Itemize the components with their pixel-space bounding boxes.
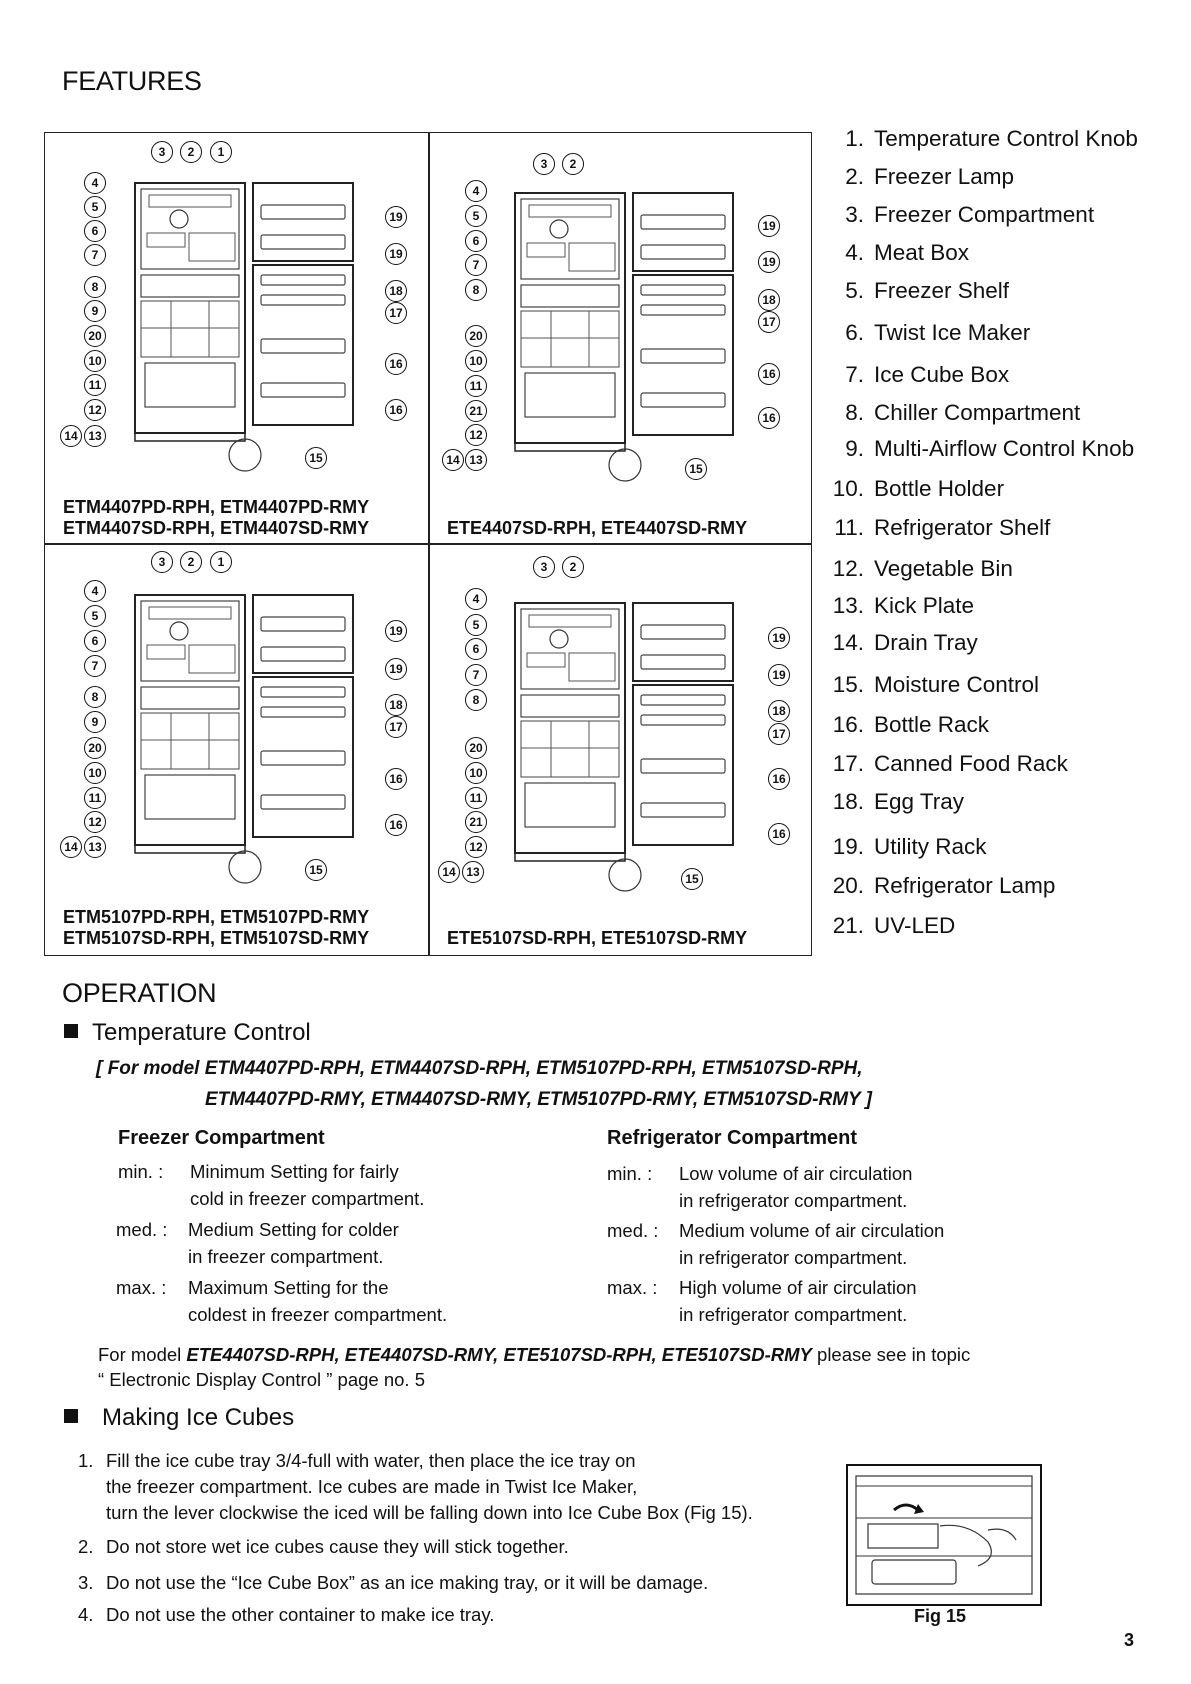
callout-11: 11: [465, 787, 487, 809]
callout-8: 8: [465, 689, 487, 711]
callout-13: 13: [84, 425, 106, 447]
callout-21: 21: [465, 811, 487, 833]
diagram-caption-4: ETE5107SD-RPH, ETE5107SD-RMY: [447, 928, 748, 948]
callout-7: 7: [84, 655, 106, 677]
callout-12: 12: [84, 399, 106, 421]
callout-19: 19: [385, 620, 407, 642]
callout-12: 12: [465, 836, 487, 858]
callout-7: 7: [465, 664, 487, 686]
callout-9: 9: [84, 300, 106, 322]
ice-step-2: 2. Do not store wet ice cubes cause they will stick together.: [78, 1536, 569, 1557]
callout-7: 7: [84, 244, 106, 266]
callout-15: 15: [305, 447, 327, 469]
callout-13: 13: [462, 861, 484, 883]
diagram-caption-1b: ETM4407SD-RPH, ETM4407SD-RMY: [63, 518, 370, 538]
callout-19: 19: [758, 215, 780, 237]
callout-18: 18: [385, 280, 407, 302]
callout-3: 3: [151, 551, 173, 573]
callout-5: 5: [84, 605, 106, 627]
callout-15: 15: [685, 458, 707, 480]
square-bullet-icon: [64, 1409, 78, 1423]
callout-16: 16: [758, 363, 780, 385]
feature-item: 1. Temperature Control Knob: [845, 126, 1138, 151]
feature-item: 16. Bottle Rack: [832, 712, 990, 737]
callout-16: 16: [758, 407, 780, 429]
callout-19: 19: [768, 664, 790, 686]
callout-15: 15: [305, 859, 327, 881]
freezer-row-med: med. : Medium Setting for colder in freezer compartment.: [116, 1219, 399, 1267]
callout-12: 12: [84, 811, 106, 833]
feature-item: 12. Vegetable Bin: [832, 556, 1013, 581]
callout-18: 18: [758, 289, 780, 311]
feature-item: 20. Refrigerator Lamp: [832, 873, 1056, 898]
callout-14: 14: [438, 861, 460, 883]
ice-step-4: 4. Do not use the other container to make ice tray.: [78, 1604, 495, 1625]
feature-item: 6. Twist Ice Maker: [845, 320, 1031, 345]
feature-item: 4. Meat Box: [845, 240, 970, 265]
callout-6: 6: [84, 220, 106, 242]
ice-cubes-heading: Making Ice Cubes: [64, 1404, 294, 1432]
refrigerator-row-min: min. : Low volume of air circulation in refrigerator compartment.: [607, 1163, 913, 1211]
fridge-diagrams: [45, 133, 811, 955]
callout-5: 5: [84, 196, 106, 218]
feature-item: 2. Freezer Lamp: [845, 164, 1015, 189]
callout-10: 10: [465, 762, 487, 784]
callout-16: 16: [385, 768, 407, 790]
callout-9: 9: [84, 711, 106, 733]
feature-item: 19. Utility Rack: [832, 834, 987, 859]
callout-14: 14: [442, 449, 464, 471]
ice-step-1: 1. Fill the ice cube tray 3/4-full with water, then place the ice tray on: [78, 1450, 636, 1471]
callout-4: 4: [465, 180, 487, 202]
freezer-row-min: min. : Minimum Setting for fairly cold in freezer compartment.: [118, 1161, 425, 1209]
callout-10: 10: [84, 762, 106, 784]
feature-item: 8. Chiller Compartment: [845, 400, 1081, 425]
features-title: FEATURES: [62, 66, 202, 96]
callout-4: 4: [84, 580, 106, 602]
callout-20: 20: [84, 737, 106, 759]
feature-item: 17. Canned Food Rack: [832, 751, 1068, 776]
page-number: 3: [1124, 1630, 1135, 1650]
callout-11: 11: [465, 375, 487, 397]
callout-20: 20: [465, 325, 487, 347]
callout-17: 17: [768, 723, 790, 745]
fig-15-illustration: [846, 1464, 1042, 1606]
callout-17: 17: [385, 302, 407, 324]
model-line-2: ETM4407PD-RMY, ETM4407SD-RMY, ETM5107PD-RMY, ETM5107SD-RMY ]: [205, 1089, 872, 1110]
callout-19: 19: [385, 206, 407, 228]
diagram-caption-1a: ETM4407PD-RPH, ETM4407PD-RMY: [63, 497, 370, 517]
operation-title: OPERATION: [62, 978, 217, 1008]
callout-2: 2: [562, 153, 584, 175]
diagram-caption-3a: ETM5107PD-RPH, ETM5107PD-RMY: [63, 907, 370, 927]
callout-5: 5: [465, 205, 487, 227]
ice-step-1-line2: the freezer compartment. Ice cubes are made in Twist Ice Maker,: [106, 1476, 638, 1497]
callout-6: 6: [84, 630, 106, 652]
ice-step-1-line3: turn the lever clockwise the iced will be falling down into Ice Cube Box (Fig 15).: [106, 1502, 753, 1523]
callout-19: 19: [385, 658, 407, 680]
callout-3: 3: [151, 141, 173, 163]
callout-7: 7: [465, 254, 487, 276]
callout-1: 1: [210, 551, 232, 573]
callout-10: 10: [465, 350, 487, 372]
ete-model-note: For model ETE4407SD-RPH, ETE4407SD-RMY, ETE5107SD-RPH, ETE5107SD-RMY please see in topic: [98, 1344, 971, 1365]
callout-16: 16: [385, 399, 407, 421]
callout-4: 4: [84, 172, 106, 194]
callout-21: 21: [465, 400, 487, 422]
callout-6: 6: [465, 230, 487, 252]
callout-14: 14: [60, 425, 82, 447]
callout-20: 20: [84, 325, 106, 347]
callout-3: 3: [533, 556, 555, 578]
square-bullet-icon: [64, 1024, 78, 1038]
feature-item: 3. Freezer Compartment: [845, 202, 1095, 227]
ice-maker-illustration: [848, 1466, 1040, 1604]
callout-6: 6: [465, 638, 487, 660]
callout-8: 8: [465, 279, 487, 301]
callout-16: 16: [385, 814, 407, 836]
feature-item: 7. Ice Cube Box: [845, 362, 1010, 387]
callout-20: 20: [465, 737, 487, 759]
callout-5: 5: [465, 614, 487, 636]
callout-15: 15: [681, 868, 703, 890]
feature-item: 13. Kick Plate: [832, 593, 975, 618]
fig-15-caption: Fig 15: [914, 1606, 967, 1626]
refrigerator-heading: Refrigerator Compartment: [607, 1127, 858, 1149]
callout-12: 12: [465, 424, 487, 446]
callout-17: 17: [758, 311, 780, 333]
callout-19: 19: [768, 627, 790, 649]
callout-3: 3: [533, 153, 555, 175]
callout-8: 8: [84, 686, 106, 708]
callout-17: 17: [385, 716, 407, 738]
callout-14: 14: [60, 836, 82, 858]
freezer-heading: Freezer Compartment: [118, 1127, 325, 1149]
feature-item: 11. Refrigerator Shelf: [834, 515, 1051, 540]
callout-13: 13: [84, 836, 106, 858]
callout-11: 11: [84, 374, 106, 396]
temp-control-heading: Temperature Control: [64, 1019, 311, 1047]
callout-19: 19: [385, 243, 407, 265]
freezer-row-max: max. : Maximum Setting for the coldest in freezer compartment.: [116, 1277, 448, 1325]
model-line-1: [ For model ETM4407PD-RPH, ETM4407SD-RPH, ETM5107PD-RPH, ETM5107SD-RPH,: [96, 1058, 863, 1079]
diagram-caption-2: ETE4407SD-RPH, ETE4407SD-RMY: [447, 518, 748, 538]
feature-item: 18. Egg Tray: [832, 789, 965, 814]
features-diagram-grid: [44, 132, 812, 956]
callout-13: 13: [465, 449, 487, 471]
feature-item: 5. Freezer Shelf: [845, 278, 1010, 303]
feature-item: 14. Drain Tray: [832, 630, 978, 655]
callout-2: 2: [562, 556, 584, 578]
feature-item: 15. Moisture Control: [832, 672, 1040, 697]
callout-18: 18: [768, 700, 790, 722]
callout-11: 11: [84, 787, 106, 809]
callout-16: 16: [768, 823, 790, 845]
feature-item: 21. UV-LED: [832, 913, 956, 938]
callout-18: 18: [385, 694, 407, 716]
refrigerator-row-max: max. : High volume of air circulation in refrigerator compartment.: [607, 1277, 917, 1325]
callout-2: 2: [180, 551, 202, 573]
callout-10: 10: [84, 350, 106, 372]
callout-1: 1: [210, 141, 232, 163]
ice-step-3: 3. Do not use the “Ice Cube Box” as an ice making tray, or it will be damage.: [78, 1572, 709, 1593]
ete-model-note-ref: “ Electronic Display Control ” page no. 5: [98, 1369, 425, 1390]
diagram-caption-3b: ETM5107SD-RPH, ETM5107SD-RMY: [63, 928, 370, 948]
feature-item: 10. Bottle Holder: [832, 476, 1005, 501]
callout-4: 4: [465, 588, 487, 610]
callout-16: 16: [385, 353, 407, 375]
refrigerator-row-med: med. : Medium volume of air circulation in refrigerator compartment.: [607, 1220, 945, 1268]
callout-16: 16: [768, 768, 790, 790]
callout-8: 8: [84, 276, 106, 298]
callout-19: 19: [758, 251, 780, 273]
callout-2: 2: [180, 141, 202, 163]
feature-item: 9. Multi-Airflow Control Knob: [845, 436, 1135, 461]
